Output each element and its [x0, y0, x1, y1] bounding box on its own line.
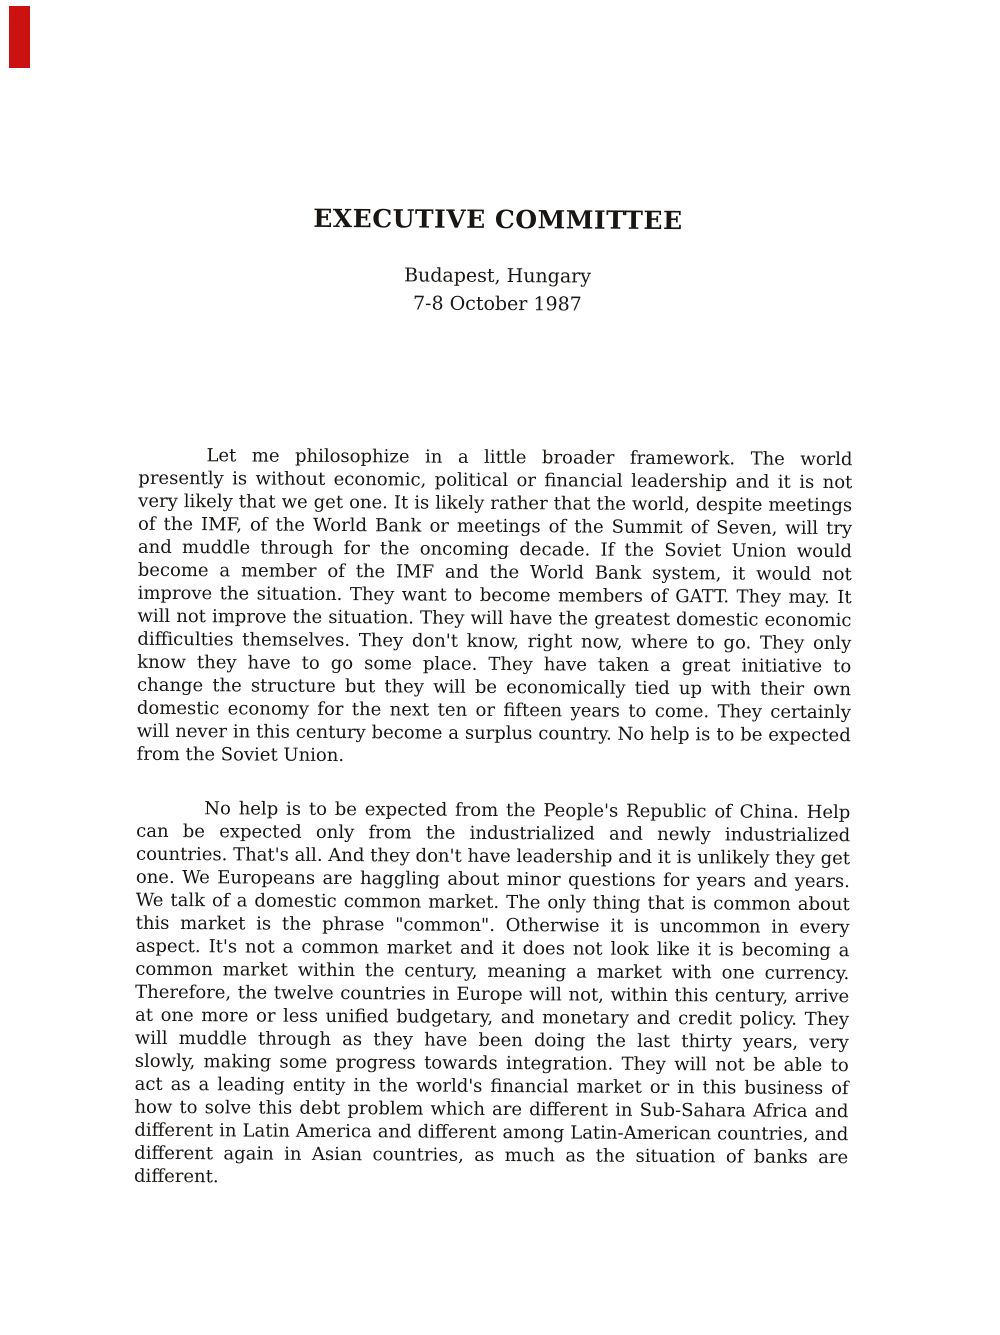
- location-line: Budapest, Hungary: [404, 264, 592, 288]
- document-body: [134, 444, 853, 1192]
- body-paragraph: Let me philosophize in a little broader framework. The world presently is without economic, political or financial leadership and it is not very likely that we get one. It is likely rather that the world, despite meetings of the IMF, of the World Bank or meetings of the Summit of Seven, will try and muddle through for the oncoming decade. If the Soviet Union would become a member of the IMF and the World Bank system, it would not improve the situation. They want to become members of GATT. They may. It will not improve the situation. They will have the greatest domestic economic difficulties themselves. They don't know, right now, where to go. They only know they have to go some place. They have taken a great initiative to change the structure but they will be economically tied up with their own domestic economy for the next ten or fifteen years to come. They certainly will never in this century become a surplus country. No help is to be expected from the Soviet Union.: [136, 445, 853, 767]
- body-paragraph: No help is to be expected from the People's Republic of China. Help can be expected only from the industrialized and newly industrialized countries. That's all. And they don't have leadership and it is unlikely they get one. We Europeans are haggling about minor questions for years and years. We talk of a domestic common market. The only thing that is common about this market is the phrase "common". Otherwise it is uncommon in every aspect. It's not a common market and it does not look like it is becoming a common market within the century, meaning a market with one currency. Therefore, the twelve countries in Europe will not, within this century, arrive at one more or less unified budgetary, and monetary and credit policy. They will muddle through as they have been doing the last thirty years, very slowly, making some progress towards integration. They will not be able to act as a leading entity in the world's financial market or in this business of how to solve this debt problem which are different in Sub-Sahara Africa and different in Latin America and different among Latin-American countries, and different again in Asian countries, as much as the situation of banks are different.: [134, 798, 851, 1188]
- document-title: EXECUTIVE COMMITTEE: [313, 203, 683, 236]
- date-line: 7-8 October 1987: [412, 292, 582, 316]
- document-subtitle: [1, 259, 993, 321]
